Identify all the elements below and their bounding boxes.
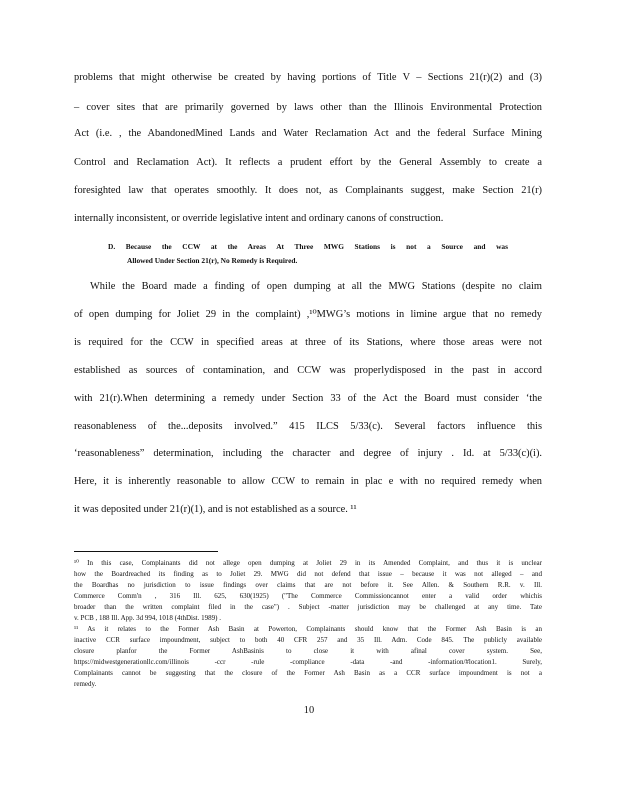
body-line: of open dumping for Joliet 29 in the complaint) ,¹⁰MWG’s motions in limine argue that no remedy [74, 309, 542, 320]
heading-line: Allowed Under Section 21(r), No Remedy is Required. [127, 256, 298, 265]
footnote-line: broader than the written complaint filed in the case") . Subject -matter jurisdiction may be challenged at any time. Tate [74, 603, 542, 611]
heading-line: D. Because the CCW at the Areas At Three MWG Stations is not a Source and was [108, 242, 508, 251]
footnote-line: closure planfor the Former AshBasinis to close it with afinal cover system. See, [74, 647, 542, 655]
footnote-line: ¹¹ As it relates to the Former Ash Basin at Powerton, Complainants should know that the Former Ash Basin is an [74, 625, 542, 633]
body-line: While the Board made a finding of open dumping at all the MWG Stations (despite no claim [90, 281, 542, 292]
page-number: 10 [303, 705, 315, 716]
body-line: – cover sites that are primarily governed by laws other than the Illinois Environmental Protection [74, 102, 542, 113]
footnote-separator [74, 551, 218, 552]
footnote-line: https://midwestgenerationllc.com/illinois -ccr -rule -compliance -data -and -information/#location1. Surely, [74, 658, 542, 666]
body-line: Control and Reclamation Act). It reflects a prudent effort by the General Assembly to create a [74, 157, 542, 168]
body-line: reasonableness of the...deposits involved.” 415 ILCS 5/33(c). Several factors influence this [74, 421, 542, 432]
footnote-line: Complainants cannot be suggesting that the closure of the Former Ash Basin as a CCR surface impoundment is not a [74, 669, 542, 677]
body-line: foresighted law that operates smoothly. It does not, as Complainants suggest, make Section 21(r) [74, 185, 542, 196]
body-line: is required for the CCW in specified areas at three of its Stations, where those areas were not [74, 337, 542, 348]
footnote-line: remedy. [74, 680, 97, 688]
body-line: Here, it is inherently reasonable to allow CCW to remain in plac e with no required remedy when [74, 476, 542, 487]
body-line: with 21(r).When determining a remedy under Section 33 of the Act the Board must consider ‘the [74, 393, 542, 404]
footnote-line: Commerce Comm'n , 316 Ill. 625, 630(1925) ("The Commerce Commissioncannot enter a valid order whichis [74, 592, 542, 600]
footnote-line: how the Boardreached its finding as to Joliet 29. MWG did not defend that issue – because it was not alleged – and [74, 570, 542, 578]
footnote-line: the Boardhas no jurisdiction to issue findings over claims that are not before it. See Allen. & Southern R.R. v. Ill. [74, 581, 542, 589]
footnote-line: inactive CCR surface impoundment, subject to both 40 CFR 257 and 35 Ill. Adm. Code 845. The publicly available [74, 636, 542, 644]
body-line: established as sources of contamination, and CCW was properlydisposed in the past in accord [74, 365, 542, 376]
body-line: problems that might otherwise be created by having portions of Title V – Sections 21(r)(2) and (3) [74, 72, 542, 83]
body-line: it was deposited under 21(r)(1), and is not established as a source. ¹¹ [74, 504, 357, 515]
body-line: Act (i.e. , the AbandonedMined Lands and Water Reclamation Act and the federal Surface Mining [74, 128, 542, 139]
footnote-line: ¹⁰ In this case, Complainants did not allege open dumping at Joliet 29 in its Amended Complaint, and thus it is unclear [74, 559, 542, 567]
footnote-line: v. PCB , 188 Ill. App. 3d 994, 1018 (4thDist. 1989) . [74, 614, 221, 622]
body-line: ‘reasonableness” determination, including the character and degree of injury . Id. at 5/33(c)(i). [74, 448, 542, 459]
body-line: internally inconsistent, or override legislative intent and ordinary canons of construction. [74, 213, 444, 224]
